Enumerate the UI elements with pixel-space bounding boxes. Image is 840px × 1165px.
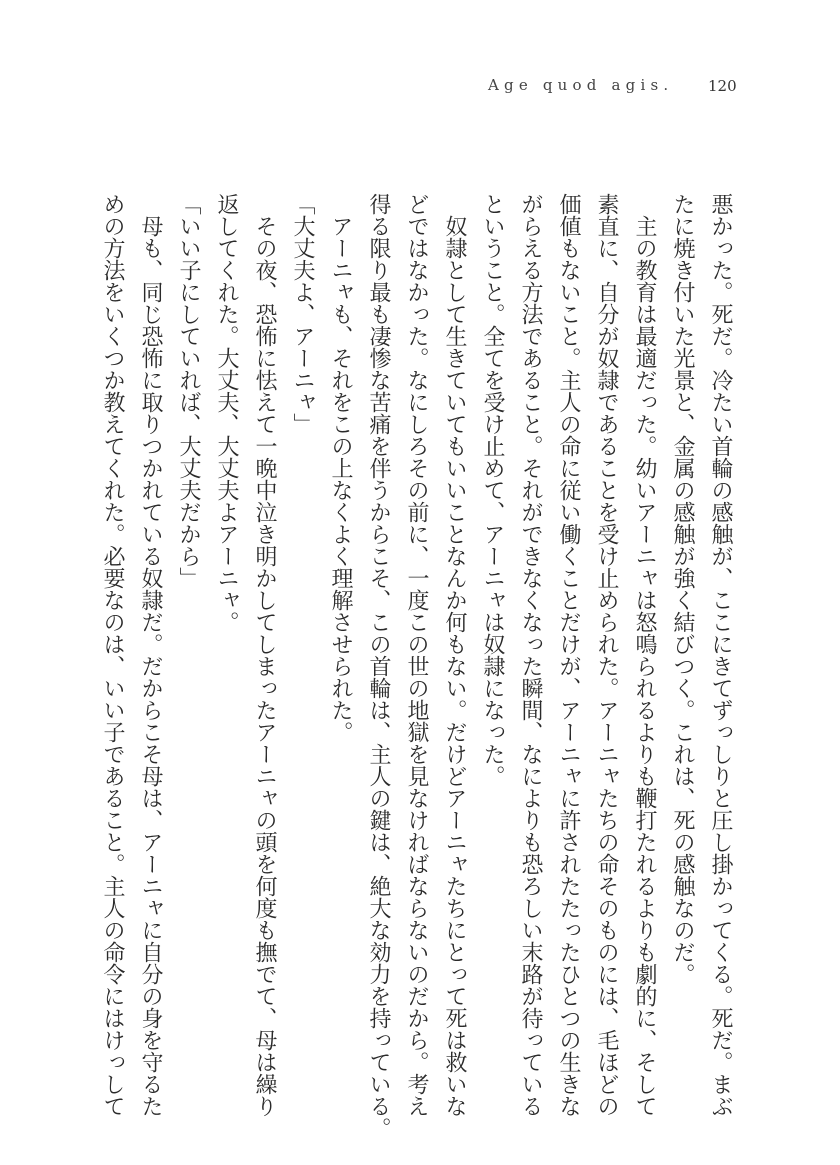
text-line: たに焼き付いた光景と、金属の感触が強く結びつく。これは、死の感触なのだ。	[670, 193, 695, 985]
text-line: アーニャも、それをこの上なくよく理解させられた。	[328, 193, 353, 743]
page-number: 120	[708, 77, 737, 95]
text-line: 「大丈夫よ、アーニャ」	[290, 193, 315, 435]
text-line: 返してくれた。大丈夫、大丈夫よアーニャ。	[214, 193, 239, 633]
text-line: がらえる方法であること。それができなくなった瞬間、なによりも恐ろしい末路が待っている	[518, 193, 543, 1117]
text-line: 価値もないこと。主人の命に従い働くことだけが、アーニャに許されたたったひとつの生きな	[556, 193, 581, 1117]
text-line: 悪かった。死だ。冷たい首輪の感触が、ここにきてずっしりと圧し掛かってくる。死だ。まぶ	[708, 193, 733, 1117]
text-line: 得る限り最も凄惨な苦痛を伴うからこそ、この首輪は、主人の鍵は、絶大な効力を持っている。	[366, 193, 391, 1139]
text-line: ということ。全てを受け止めて、アーニャは奴隷になった。	[480, 193, 505, 787]
text-line: どではなかった。なにしろその前に、一度この世の地獄を見なければならないのだから。考え	[404, 193, 429, 1117]
text-line: 「いい子にしていれば、大丈夫だから」	[176, 193, 201, 589]
text-line: 奴隷として生きていてもいいことなんか何もない。だけどアーニャたちにとって死は救いな	[442, 193, 467, 1117]
body-text	[93, 193, 739, 1139]
text-line: 母も、同じ恐怖に取りつかれている奴隷だ。だからこそ母は、アーニャに自分の身を守るた	[138, 193, 163, 1117]
text-line: 主の教育は最適だった。幼いアーニャは怒鳴られるよりも鞭打たれるよりも劇的に、そして	[632, 193, 657, 1117]
running-title: Age quod agis.	[488, 76, 674, 94]
text-line: めの方法をいくつか教えてくれた。必要なのは、いい子であること。主人の命令にはけっして	[100, 193, 125, 1117]
text-line: その夜、恐怖に怯えて一晩中泣き明かしてしまったアーニャの頭を何度も撫でて、母は繰り	[252, 193, 277, 1117]
text-line: 素直に、自分が奴隷であることを受け止められた。アーニャたちの命そのものには、毛ほどの	[594, 193, 619, 1117]
